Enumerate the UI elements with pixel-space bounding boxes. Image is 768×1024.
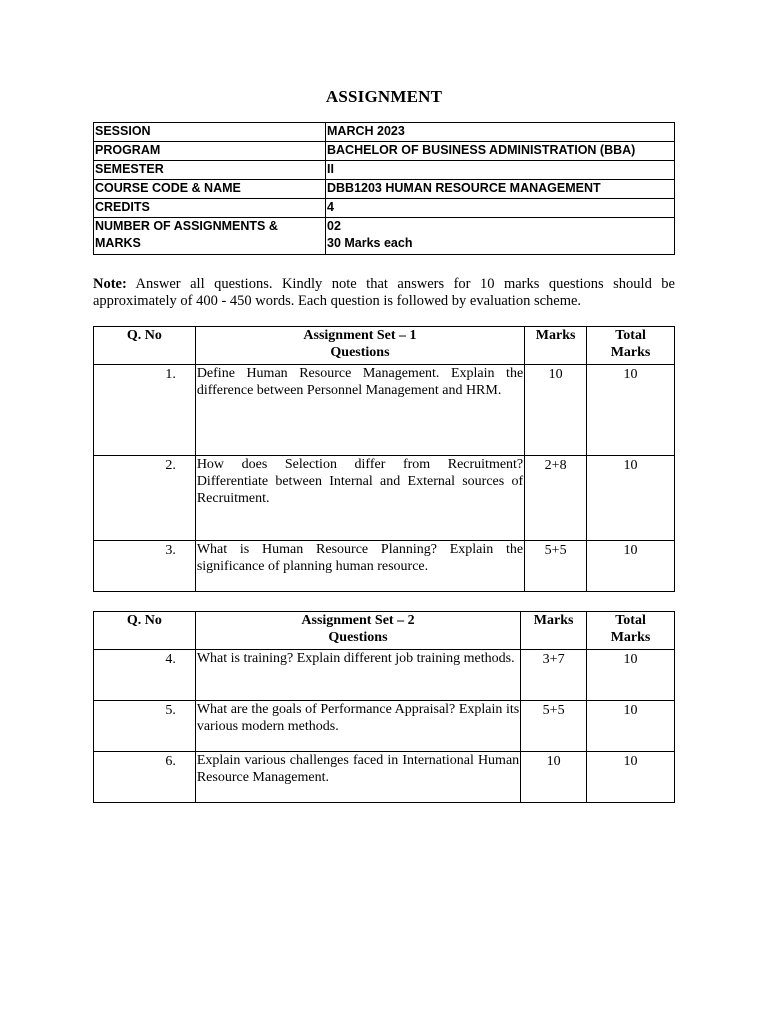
table-row	[94, 650, 675, 701]
questions-label: Questions	[328, 630, 388, 645]
assignment-set-2-table	[93, 611, 675, 803]
note-text: Answer all questions. Kindly note that answers for 10 marks questions should be approximately of 400 - 450 words. Each question is followed by evaluation scheme.	[93, 276, 675, 309]
assignment-set-1-table	[93, 326, 675, 592]
total-label-line: Total	[615, 613, 646, 628]
page-title: ASSIGNMENT	[325, 87, 443, 106]
question-total: 10	[587, 541, 675, 592]
info-row	[94, 161, 675, 180]
col-header-qno: Q. No	[94, 327, 196, 365]
table-header-row	[94, 612, 675, 650]
col-header-questions	[195, 327, 524, 365]
col-header-marks: Marks	[525, 327, 587, 365]
question-marks: 3+7	[521, 650, 587, 701]
question-text: Explain various challenges faced in International Human Resource Management.	[195, 752, 520, 803]
question-text: How does Selection differ from Recruitment? Differentiate between Internal and External sources of Recruitment.	[195, 456, 524, 541]
question-number: 5.	[94, 701, 196, 752]
question-number: 3.	[94, 541, 196, 592]
question-text: What is Human Resource Planning? Explain the significance of planning human resource.	[195, 541, 524, 592]
info-key: SESSION	[94, 123, 326, 142]
question-number: 2.	[94, 456, 196, 541]
question-marks: 2+8	[525, 456, 587, 541]
set-title: Assignment Set – 2	[301, 613, 415, 628]
info-row	[94, 199, 675, 218]
set-title: Assignment Set – 1	[303, 328, 417, 343]
info-row	[94, 142, 675, 161]
question-text: Define Human Resource Management. Explain the difference between Personnel Management and HRM.	[195, 365, 524, 456]
info-value: MARCH 2023	[326, 123, 675, 142]
course-info-table	[93, 122, 675, 255]
question-number: 4.	[94, 650, 196, 701]
col-header-qno: Q. No	[94, 612, 196, 650]
info-row	[94, 180, 675, 199]
question-marks: 5+5	[521, 701, 587, 752]
question-number: 6.	[94, 752, 196, 803]
info-row	[94, 123, 675, 142]
info-key: PROGRAM	[94, 142, 326, 161]
col-header-total	[587, 612, 675, 650]
info-key: SEMESTER	[94, 161, 326, 180]
info-row	[94, 218, 675, 255]
note-paragraph	[93, 276, 675, 310]
question-total: 10	[587, 365, 675, 456]
info-value: 4	[326, 199, 675, 218]
questions-label: Questions	[330, 345, 390, 360]
col-header-marks: Marks	[521, 612, 587, 650]
table-row	[94, 365, 675, 456]
total-label-line: Marks	[610, 345, 651, 360]
question-total: 10	[587, 752, 675, 803]
question-number: 1.	[94, 365, 196, 456]
info-value: II	[326, 161, 675, 180]
col-header-total	[587, 327, 675, 365]
table-row	[94, 456, 675, 541]
info-value	[326, 218, 675, 255]
question-text: What is training? Explain different job training methods.	[195, 650, 520, 701]
question-total: 10	[587, 456, 675, 541]
table-row	[94, 752, 675, 803]
info-key: COURSE CODE & NAME	[94, 180, 326, 199]
question-total: 10	[587, 701, 675, 752]
table-row	[94, 701, 675, 752]
total-label-line: Total	[615, 328, 646, 343]
col-header-questions	[195, 612, 520, 650]
info-value-line: 02	[327, 219, 341, 233]
table-row	[94, 541, 675, 592]
question-marks: 5+5	[525, 541, 587, 592]
question-marks: 10	[521, 752, 587, 803]
question-text: What are the goals of Performance Appraisal? Explain its various modern methods.	[195, 701, 520, 752]
question-total: 10	[587, 650, 675, 701]
info-value: BACHELOR OF BUSINESS ADMINISTRATION (BBA)	[326, 142, 675, 161]
info-value: DBB1203 HUMAN RESOURCE MANAGEMENT	[326, 180, 675, 199]
info-key: CREDITS	[94, 199, 326, 218]
table-header-row	[94, 327, 675, 365]
question-marks: 10	[525, 365, 587, 456]
note-label: Note:	[93, 276, 127, 292]
info-value-line: 30 Marks each	[327, 236, 413, 250]
total-label-line: Marks	[610, 630, 651, 645]
info-key: NUMBER OF ASSIGNMENTS & MARKS	[94, 218, 326, 255]
